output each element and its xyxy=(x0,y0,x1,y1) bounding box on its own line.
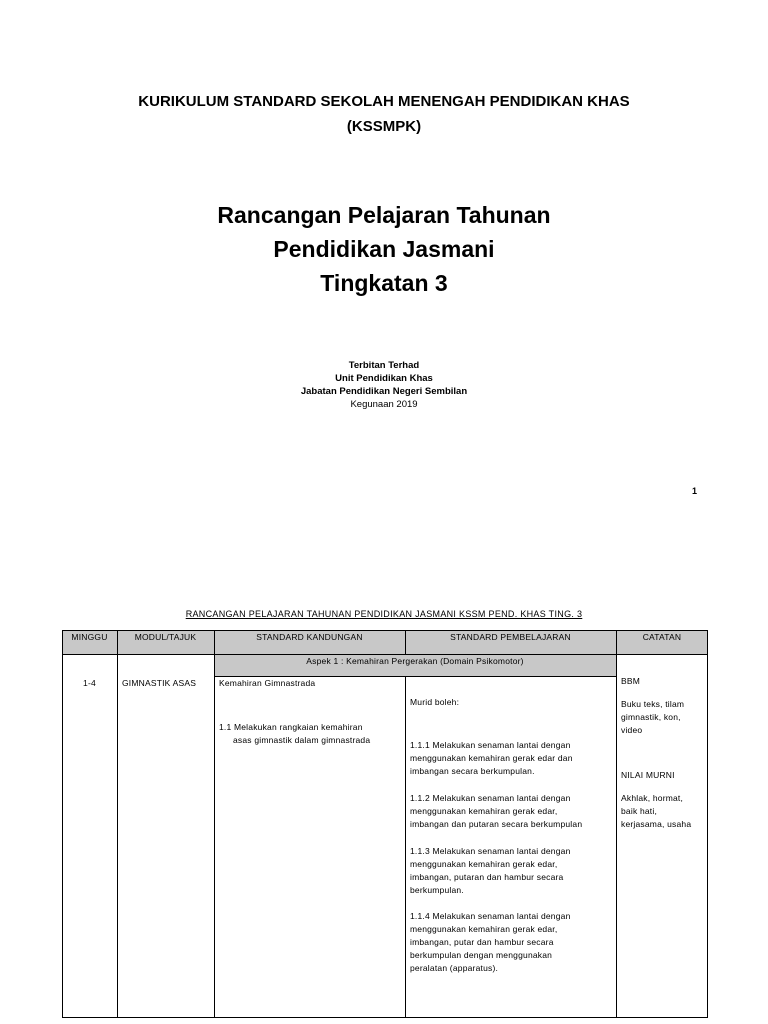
kandungan-item-line-1: 1.1 Melakukan rangkaian kemahiran xyxy=(219,722,363,732)
pembelajaran-line: imbangan dan putaran secara berkumpulan xyxy=(410,819,583,829)
catatan-nilai-line: baik hati, xyxy=(621,806,658,816)
kandungan-heading: Kemahiran Gimnastrada xyxy=(219,678,316,688)
table-border-bottom xyxy=(62,1017,708,1018)
catatan-bbm-line: Buku teks, tilam xyxy=(621,699,685,709)
page-number: 1 xyxy=(692,486,698,496)
table-title: RANCANGAN PELAJARAN TAHUNAN PENDIDIKAN JASMANI KSSM PEND. KHAS TING. 3 xyxy=(185,609,583,619)
catatan-nilai-line: Akhlak, hormat, xyxy=(621,793,684,803)
pembelajaran-line: 1.1.3 Melakukan senaman lantai dengan xyxy=(410,846,571,856)
cell-minggu: 1-4 xyxy=(83,678,96,688)
lesson-plan-table xyxy=(62,630,708,1018)
header-modul-tajuk: MODUL/TAJUK xyxy=(134,632,197,642)
column-divider-4 xyxy=(616,630,617,1018)
publisher-line-4: Kegunaan 2019 xyxy=(350,399,418,410)
pembelajaran-line: berkumpulan. xyxy=(410,885,464,895)
pembelajaran-line: menggunakan kemahiran gerak edar dan xyxy=(410,753,573,763)
header-standard-pembelajaran: STANDARD PEMBELAJARAN xyxy=(450,632,571,642)
catatan-nilai-label: NILAI MURNI xyxy=(621,770,675,780)
cell-modul: GIMNASTIK ASAS xyxy=(122,678,197,688)
title-line-2: Pendidikan Jasmani xyxy=(273,236,495,262)
catatan-bbm-line: video xyxy=(621,725,643,735)
pembelajaran-line: menggunakan kemahiran gerak edar, xyxy=(410,924,558,934)
pembelajaran-line: imbangan, putar dan hambur secara xyxy=(410,937,554,947)
header-minggu: MINGGU xyxy=(71,632,108,642)
publisher-line-2: Unit Pendidikan Khas xyxy=(335,373,433,384)
pembelajaran-line: 1.1.2 Melakukan senaman lantai dengan xyxy=(410,793,571,803)
catatan-bbm-label: BBM xyxy=(621,676,641,686)
pembelajaran-line: imbangan secara berkumpulan. xyxy=(410,766,535,776)
aspect-label: Aspek 1 : Kemahiran Pergerakan (Domain Psikomotor) xyxy=(306,656,524,666)
column-divider-2 xyxy=(214,630,215,1018)
catatan-nilai-line: kerjasama, usaha xyxy=(621,819,692,829)
header-standard-kandungan: STANDARD KANDUNGAN xyxy=(256,632,363,642)
pembelajaran-line: menggunakan kemahiran gerak edar, xyxy=(410,859,558,869)
pembelajaran-line: imbangan, putaran dan hambur secara xyxy=(410,872,564,882)
pembelajaran-line: peralatan (apparatus). xyxy=(410,963,499,973)
column-divider-3 xyxy=(405,676,406,1018)
catatan-bbm-line: gimnastik, kon, xyxy=(621,712,681,722)
pembelajaran-intro: Murid boleh: xyxy=(410,697,460,707)
pembelajaran-line: berkumpulan dengan menggunakan xyxy=(410,950,553,960)
publisher-line-1: Terbitan Terhad xyxy=(348,360,420,371)
header-catatan: CATATAN xyxy=(642,632,682,642)
publisher-line-3: Jabatan Pendidikan Negeri Sembilan xyxy=(300,386,468,397)
title-line-3: Tingkatan 3 xyxy=(320,270,448,296)
column-divider-1 xyxy=(117,630,118,1018)
document-header-line-1: KURIKULUM STANDARD SEKOLAH MENENGAH PENDIDIKAN KHAS xyxy=(138,93,630,110)
pembelajaran-line: 1.1.4 Melakukan senaman lantai dengan xyxy=(410,911,571,921)
kandungan-item-line-2: asas gimnastik dalam gimnastrada xyxy=(233,735,371,745)
table-border-right xyxy=(707,630,708,1018)
pembelajaran-line: 1.1.1 Melakukan senaman lantai dengan xyxy=(410,740,571,750)
title-line-1: Rancangan Pelajaran Tahunan xyxy=(217,202,551,228)
document-header-line-2: (KSSMPK) xyxy=(346,118,422,135)
pembelajaran-line: menggunakan kemahiran gerak edar, xyxy=(410,806,558,816)
